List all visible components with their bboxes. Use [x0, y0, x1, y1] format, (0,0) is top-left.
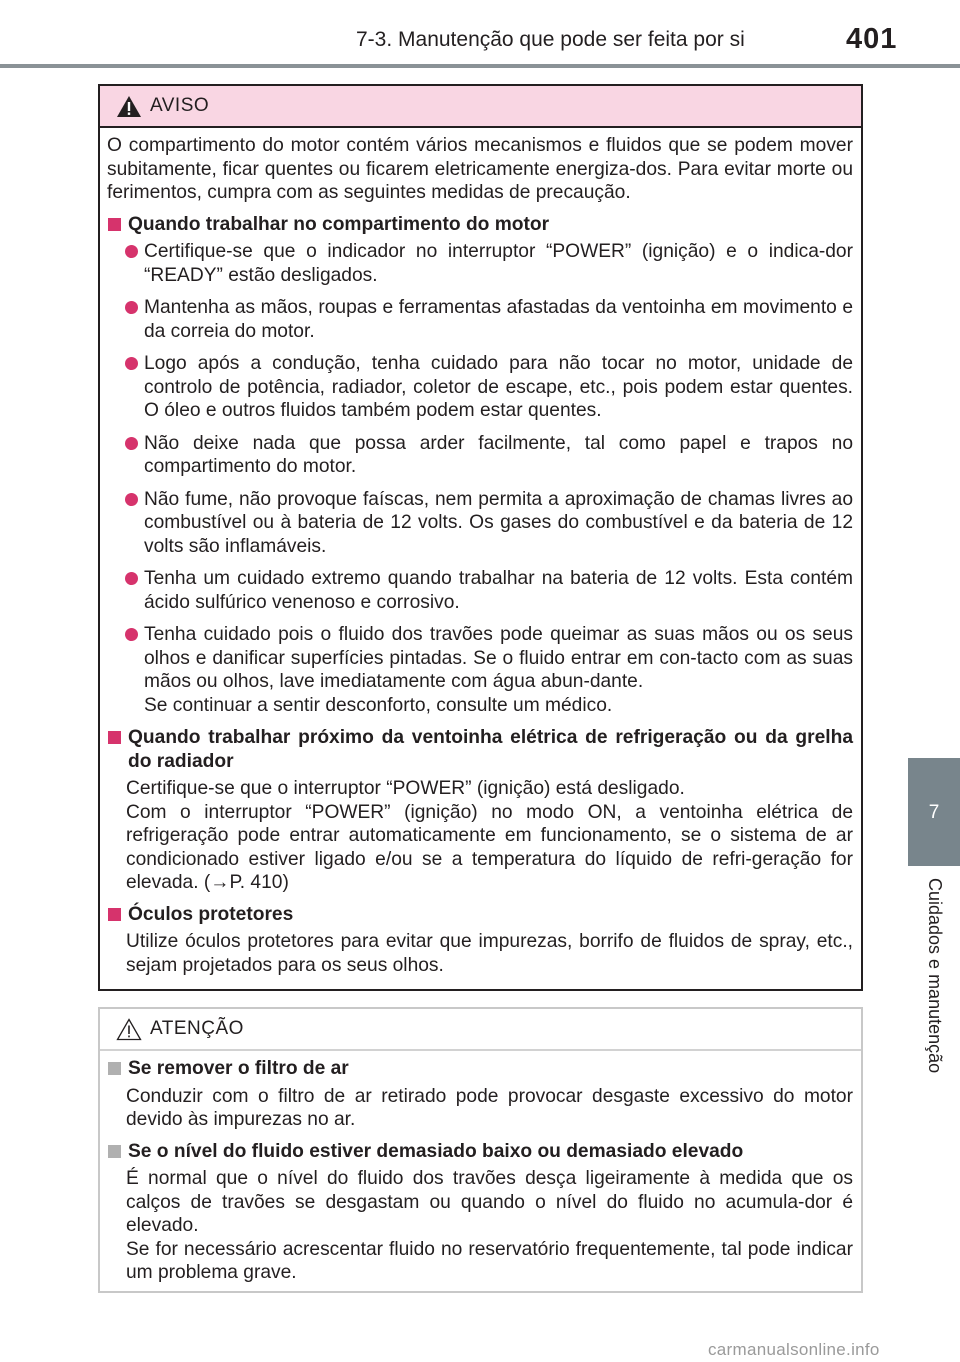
list-item: Certifique-se que o indicador no interruptor “POWER” (ignição) e o indica-dor “READY” estão desligados.: [125, 240, 853, 287]
list-item: Tenha cuidado pois o fluido dos travões pode queimar as suas mãos ou os seus olhos e danificar superfícies pintadas. Se o fluido entrar em con-tacto com as suas mãos ou olhos, lave imediatamente com água abun-dante. Se continuar a sentir desconforto, consulte um médico.: [125, 623, 853, 717]
watermark: carmanualsonline.info: [708, 1340, 880, 1359]
warning-box: [98, 84, 863, 991]
square-bullet-icon: [108, 908, 121, 921]
round-bullet-icon: [125, 572, 138, 585]
round-bullet-icon: [125, 301, 138, 314]
notice-section-text: É normal que o nível do fluido dos travões desça ligeiramente à medida que os calços de travões se desgastam ou quando o nível do fluido no acumula-dor é elevado. Se for necessário acrescentar fluido no reservatório frequentemente, tal pode indicar um problema grave.: [126, 1168, 853, 1283]
square-bullet-icon: [108, 1062, 121, 1075]
chapter-label: [916, 878, 952, 1108]
square-bullet-icon: [108, 1145, 121, 1158]
warning-header: [100, 86, 861, 128]
page-number: 401: [846, 23, 898, 55]
warning-intro: O compartimento do motor contém vários mecanismos e fluidos que se podem mover subitamente, ficar quentes ou ficarem eletricamente energiza-dos. Para evitar morte ou ferimentos, cumpra com as seguintes medidas de precaução.: [107, 135, 853, 203]
notice-box: [98, 1007, 863, 1293]
notice-section-heading: Se o nível do fluido estiver demasiado baixo ou demasiado elevado: [107, 1140, 853, 1164]
round-bullet-icon: [125, 357, 138, 370]
list-item: Logo após a condução, tenha cuidado para não tocar no motor, unidade de controlo de potência, radiador, coletor de escape, etc., pois podem estar quentes. O óleo e outros fluidos também podem estar quentes.: [125, 352, 853, 423]
chapter-number: 7: [928, 802, 940, 823]
round-bullet-icon: [125, 493, 138, 506]
warning-section-heading: Quando trabalhar no compartimento do motor: [107, 213, 853, 237]
square-bullet-icon: [108, 218, 121, 231]
warning-section-heading: Óculos protetores: [107, 903, 853, 927]
chapter-label-text: Cuidados e manutenção: [925, 878, 945, 1074]
header-divider: [0, 64, 960, 68]
chapter-tab[interactable]: [908, 758, 960, 866]
notice-section-text: Conduzir com o filtro de ar retirado pode provocar desgaste excessivo do motor devido às impurezas no ar.: [126, 1085, 853, 1130]
section-title: 7-3. Manutenção que pode ser feita por si: [356, 28, 745, 51]
page-header: [0, 0, 960, 70]
list-item: Tenha um cuidado extremo quando trabalhar na bateria de 12 volts. Esta contém ácido sulfúrico venenoso e corrosivo.: [125, 567, 853, 614]
list-item: Não fume, não provoque faíscas, nem permita a aproximação de chamas livres ao combustível ou à bateria de 12 volts. Os gases do combustível e da bateria de 12 volts são inflamáveis.: [125, 488, 853, 559]
warning-label: AVISO: [150, 95, 210, 116]
square-bullet-icon: [108, 731, 121, 744]
notice-header: [100, 1009, 861, 1051]
list-item: Mantenha as mãos, roupas e ferramentas afastadas da ventoinha em movimento e da correia do motor.: [125, 296, 853, 343]
warning-section-text: Certifique-se que o interruptor “POWER” (ignição) está desligado. Com o interruptor “POWER” (ignição) no modo ON, a ventoinha elétrica de refrigeração pode entrar automaticamente em funcionamento, se o sistema de ar condicionado estiver ligado e/ou se a temperatura do líquido de refri-geração for elevada. (→P. 410): [126, 778, 853, 893]
list-item: Não deixe nada que possa arder facilmente, tal como papel e trapos no compartimento do motor.: [125, 432, 853, 479]
round-bullet-icon: [125, 437, 138, 450]
warning-body: [100, 128, 861, 977]
notice-body: [100, 1051, 861, 1285]
round-bullet-icon: [125, 628, 138, 641]
warning-triangle-icon: [116, 95, 142, 118]
notice-label: ATENÇÃO: [150, 1018, 244, 1039]
caution-triangle-icon: [116, 1018, 142, 1041]
warning-section-text: Utilize óculos protetores para evitar que impurezas, borrifo de fluidos de spray, etc., sejam projetados para os seus olhos.: [126, 931, 853, 976]
round-bullet-icon: [125, 245, 138, 258]
warning-section-heading: Quando trabalhar próximo da ventoinha elétrica de refrigeração ou da grelha do radiador: [107, 726, 853, 773]
notice-section-heading: Se remover o filtro de ar: [107, 1057, 853, 1081]
